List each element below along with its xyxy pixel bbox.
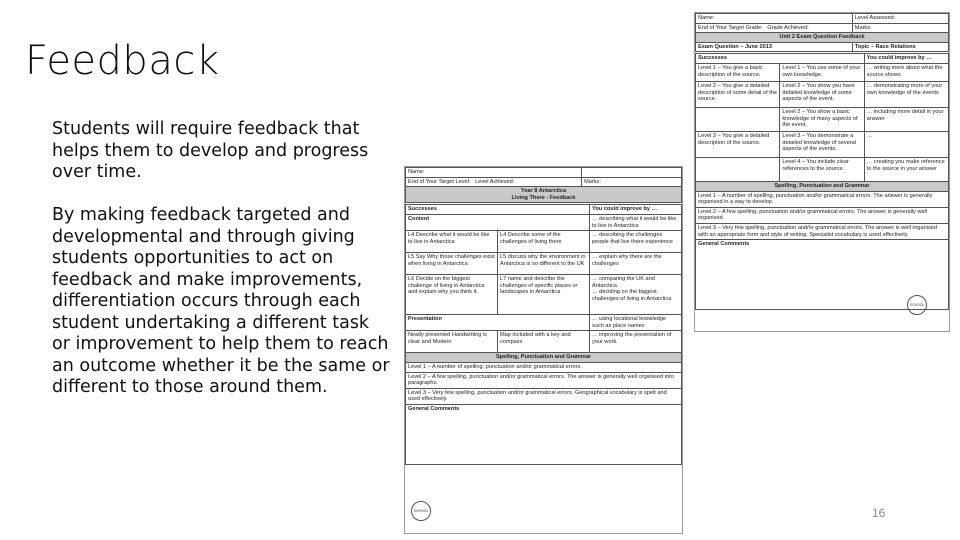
doc-exam-question: Exam Question – June 2013	[696, 42, 853, 52]
doc-improve-cell: … creating you make reference to the source in your answer	[864, 157, 948, 181]
doc-improve-cell: …	[864, 131, 948, 157]
doc-success-cell: Level 2 – You show you have detailed knowledge of some aspects of the event.	[780, 81, 864, 107]
doc-target-label: End of Your Target Level:	[408, 178, 471, 185]
doc-improve-cell: … describing what it would be like to live in Antarctica	[590, 214, 682, 230]
doc-name-label: Name:	[696, 14, 853, 24]
school-logo-icon: SCHOOL	[411, 501, 431, 521]
doc-improve-cell: … improving the presentation of your work.	[590, 331, 682, 353]
doc-success-cell: Level 2 – You show a basic knowledge of many aspects of the event.	[780, 107, 864, 131]
doc-success-cell: Level 2 – You give a detailed description of some detail of the source.	[696, 81, 780, 107]
exam-question-feedback-sheet	[694, 12, 950, 332]
doc-general-comments: General Comments	[696, 240, 949, 310]
doc-title	[406, 187, 682, 203]
doc-improve-header: You could improve by …	[864, 54, 948, 64]
doc-target-label: End of Your Target Grade:	[698, 24, 763, 31]
doc-success-cell: Level 3 – You demonstrate a detailed knowledge of several aspects of the events.	[780, 131, 864, 157]
doc-improve-cell: … explain why there are the challenges	[590, 253, 682, 275]
doc-general-comments: General Comments	[406, 404, 682, 464]
slide-title: Feedback	[25, 38, 220, 84]
doc-improve-cell: … using locational knowledge such as place names	[590, 315, 682, 331]
doc-marks-label: Marks:	[582, 177, 682, 187]
doc-marks-label: Marks:	[852, 23, 948, 33]
doc-spag-level: Level 2 – A few spelling, punctuation and/or grammatical errors. The answer is generally well organised.	[696, 207, 949, 223]
doc-level-label: Level Assessed:	[852, 14, 948, 24]
paragraph-feedback-intro: Students will require feedback that helps them to develop and progress over time.	[52, 119, 369, 182]
doc-content-header: Content	[406, 214, 590, 230]
doc-spag-level: Level 3 – Very few spelling, punctuation and/or grammatical errors. Geographical vocabulary is spelt and used effectively.	[406, 388, 682, 404]
doc-improve-cell: … deciding on the biggest challenges of living in Antarctica	[592, 289, 672, 302]
doc-improve-cell: … writing more about what the source shows	[864, 63, 948, 81]
doc-successes-header: Successes	[406, 205, 590, 215]
doc-success-cell: Level 3 – You give a detailed description of the source.	[696, 131, 780, 157]
doc-improve-cell: … including more detail in your answer	[864, 107, 948, 131]
doc-spag-level: Level 1 – A number of spelling, punctuation and/or grammatical errors. The answer is generally organised in a way to develop.	[696, 191, 949, 207]
doc-success-cell: L4 Describe what it would be like to live in Antarctica	[406, 231, 498, 253]
doc-spag-header: Spelling, Punctuation and Grammar	[406, 353, 682, 363]
doc-success-cell: Neatly presented Handwriting is clear and Modern	[406, 331, 498, 353]
doc-level-label: Level Achieved:	[475, 178, 515, 185]
doc-title-line1: Year 8 Antarctica	[520, 188, 567, 195]
doc-presentation-header: Presentation	[406, 315, 590, 331]
doc-grade-label: Grade Achieved:	[767, 24, 809, 31]
doc-success-cell: L5 Say Why those challenges exist when living in Antarctica	[406, 253, 498, 275]
doc-improve-cell: … describing the challenges people that live there experience	[590, 231, 682, 253]
doc-success-cell: L7 name and describe the challenges of specific places or landscapes in Antarctica	[498, 275, 590, 315]
doc-improve-cell: … comparing the UK and Antarctica	[592, 276, 655, 289]
doc-success-cell	[696, 107, 780, 131]
doc-name-label: Name:	[406, 168, 582, 178]
doc-spag-level: Level 2 – A few spelling, punctuation and/or grammatical errors. The answer is generally well organised into paragraphs.	[406, 372, 682, 388]
doc-topic: Topic – Race Relations	[852, 42, 948, 52]
doc-improve-header: You could improve by …	[590, 205, 682, 215]
doc-spag-header: Spelling, Punctuation and Grammar	[696, 181, 949, 191]
doc-success-cell: Level 4 – You include clear references to the source.	[780, 157, 864, 181]
doc-success-cell: L4 Describe some of the challenges of living there	[498, 231, 590, 253]
doc-spag-level: Level 1 – A number of spelling, punctuation and/or grammatical errors.	[406, 362, 682, 372]
doc-success-cell: Level 1 – You give a basic description of the source.	[696, 63, 780, 81]
antarctica-feedback-sheet	[404, 166, 683, 534]
paragraph-differentiation: By making feedback targeted and developmental and through giving students opportunities to act on feedback and make improvements, differentiation occurs through each student undertaking a different task or improvement to help them to reach an outcome whether it be the same or different to those around them.	[52, 205, 390, 397]
doc-success-cell	[696, 157, 780, 181]
doc-title: Unit 2 Exam Question Feedback	[696, 33, 949, 43]
doc-success-cell: L6 Decide on the biggest challenge of living in Antarctica and explain why you think it.	[406, 275, 498, 315]
doc-success-cell: Level 1 – You use some of your own knowledge.	[780, 63, 864, 81]
doc-success-cell: Map included with a key and compass	[498, 331, 590, 353]
school-logo-icon: SCHOOL	[907, 295, 927, 315]
doc-successes-header: Successes	[696, 54, 865, 64]
doc-title-line2: Living There - Feedback	[511, 194, 576, 201]
doc-spag-level: Level 3 – Very few spelling, punctuation and/or grammatical errors. The answer is well organised with an appropriate form and style of writing. Specialist vocabulary is used effectively.	[696, 223, 949, 239]
doc-improve-cell: … demonstrating more of your own knowledge of the events	[864, 81, 948, 107]
doc-success-cell: L5 discuss why the environment in Antarctica is so different to the UK	[498, 253, 590, 275]
slide-number: 16	[872, 506, 886, 520]
